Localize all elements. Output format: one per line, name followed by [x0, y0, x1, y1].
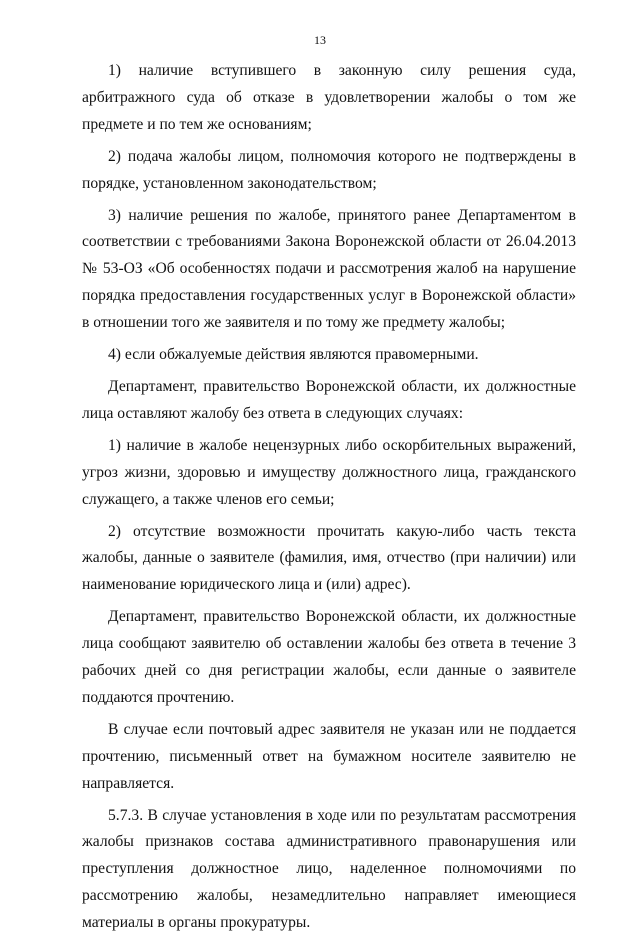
paragraph-notify-applicant: Департамент, правительство Воронежской области, их должностные лица сообщают заявителю об оставлении жалобы без ответа в течение 3 рабочих дней со дня регистрации жалобы, если данные о заявителе поддаются прочтению. [82, 608, 576, 706]
page-number: 13 [314, 33, 326, 47]
paragraph-section-5-7-3: 5.7.3. В случае установления в ходе или по результатам рассмотрения жалобы признаков состава административного правонарушения или преступления должностное лицо, наделенное полномочиями по рассмотрению жалобы, незамедлительно направляет имеющиеся материалы в органы прокуратуры. [82, 806, 576, 932]
paragraph-no-answer-intro: Департамент, правительство Воронежской области, их должностные лица оставляют жалобу без ответа в следующих случаях: [82, 377, 576, 422]
document-body [82, 58, 576, 942]
paragraph-refusal-lawful-actions: 4) если обжалуемые действия являются правомерными. [108, 346, 479, 364]
paragraph-no-answer-obscene: 1) наличие в жалобе нецензурных либо оскорбительных выражений, угроз жизни, здоровью и имуществу должностного лица, гражданского служащего, а также членов его семьи; [82, 436, 576, 508]
paragraph-refusal-court-decision: 1) наличие вступившего в законную силу решения суда, арбитражного суда об отказе в удовлетворении жалобы о том же предмете и по тем же основаниям; [82, 62, 576, 133]
paragraph-no-answer-unreadable: 2) отсутствие возможности прочитать какую-либо часть текста жалобы, данные о заявителе (фамилия, имя, отчество (при наличии) или наименование юридического лица и (или) адрес). [82, 522, 576, 594]
paragraph-refusal-prior-decision: 3) наличие решения по жалобе, принятого ранее Департаментом в соответствии с требованиями Закона Воронежской области от 26.04.2013 № 53-ОЗ «Об особенностях подачи и рассмотрения жалоб на нарушение порядка предоставления государственных услуг в Воронежской области» в отношении того же заявителя и по тому же предмету жалобы; [82, 206, 576, 332]
paragraph-address-unreadable: В случае если почтовый адрес заявителя не указан или не поддается прочтению, письменный ответ на бумажном носителе заявителю не направляется. [82, 720, 576, 792]
paragraph-refusal-unconfirmed-authority: 2) подача жалобы лицом, полномочия которого не подтверждены в порядке, установленном законодательством; [82, 147, 576, 192]
